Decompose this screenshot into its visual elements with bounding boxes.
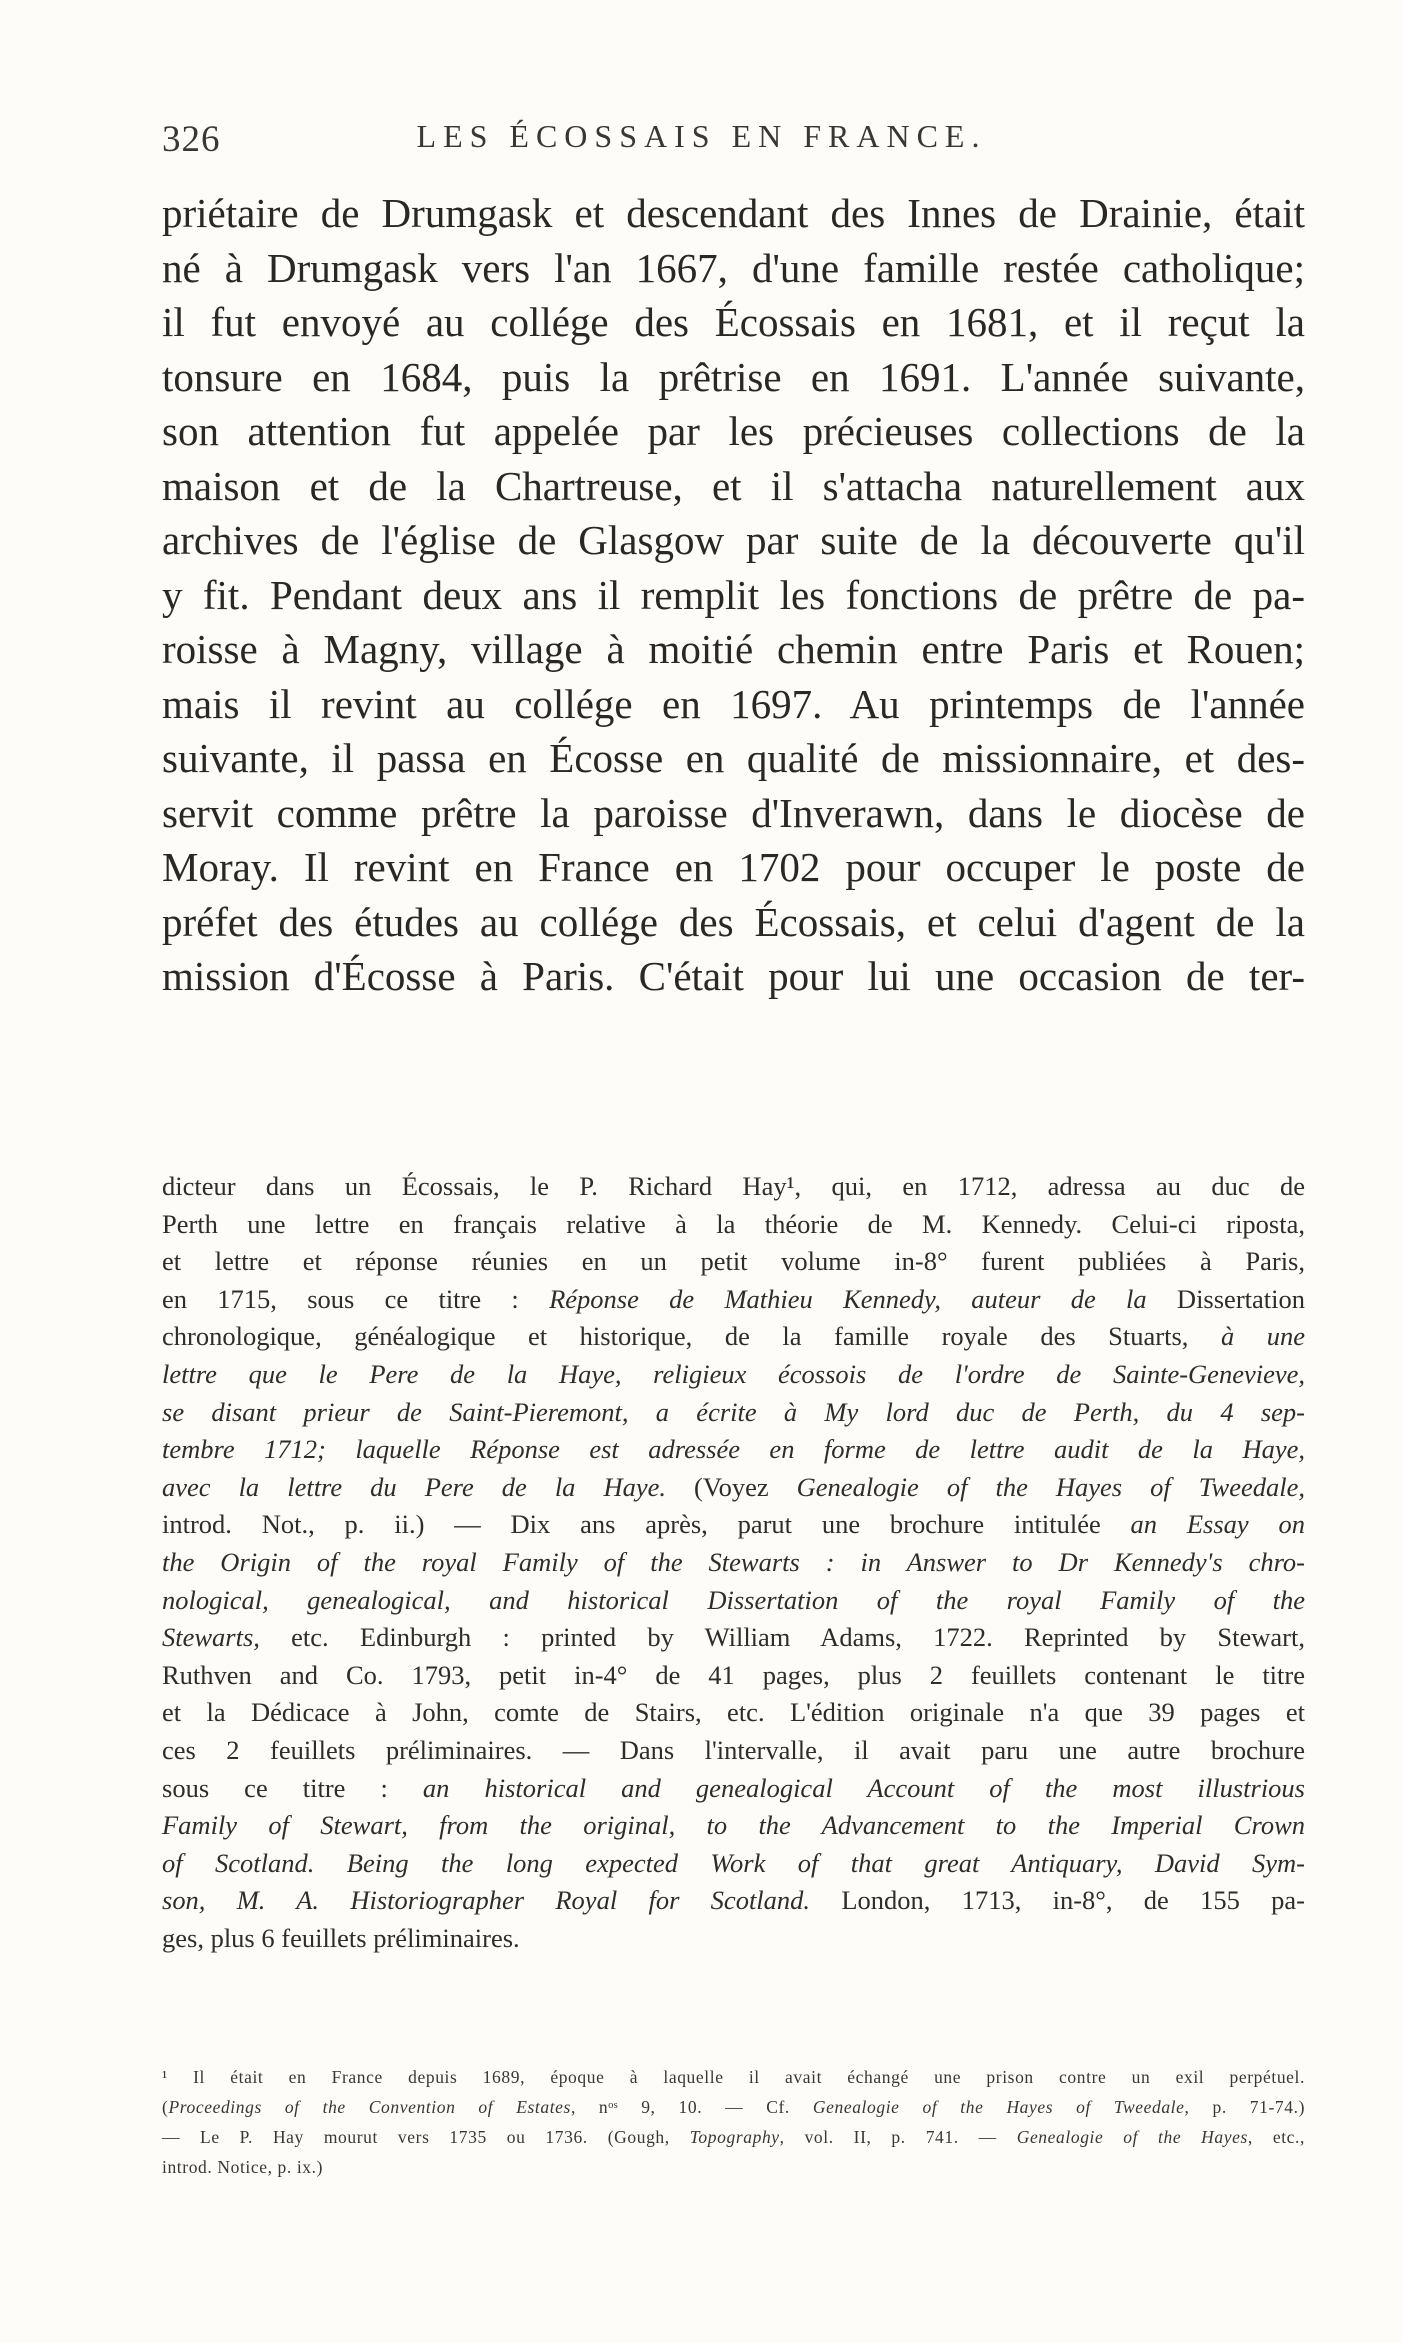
body-line: y fit. Pendant deux ans il remplit les fonctions de prêtre de pa- (162, 571, 1305, 618)
body-line: archives de l'église de Glasgow par suite de la découverte qu'il (162, 517, 1305, 563)
body-line: né à Drumgask vers l'an 1667, d'une famille restée catholique; (162, 244, 1305, 291)
footnote-line: ges, plus 6 feuillets préliminaires. (162, 1922, 520, 1953)
footnote-line: ces 2 feuillets préliminaires. — Dans l'intervalle, il avait paru une autre brochure (162, 1734, 1305, 1765)
main-text (162, 186, 1305, 1004)
footnote-line: sous ce titre : an historical and genealogical Account of the most illustrious (162, 1772, 1305, 1803)
footnote-line: Stewarts, etc. Edinburgh : printed by William Adams, 1722. Reprinted by Stewart, (162, 1622, 1305, 1653)
footnote-continuation (162, 1168, 1305, 1957)
footnote-line: Ruthven and Co. 1793, petit in-4° de 41 pages, plus 2 feuillets contenant le titre (162, 1659, 1305, 1690)
body-line: tonsure en 1684, puis la prêtrise en 1691. L'année suivante, (162, 353, 1305, 400)
footnote-line: dicteur dans un Écossais, le P. Richard Hay¹, qui, en 1712, adressa au duc de (162, 1171, 1305, 1201)
body-line: priétaire de Drumgask et descendant des Innes de Drainie, était (162, 190, 1305, 236)
footnote-line: the Origin of the royal Family of the Stewarts : in Answer to Dr Kennedy's chro- (162, 1546, 1305, 1577)
footnote-line: introd. Not., p. ii.) — Dix ans après, parut une brochure intitulée an Essay on (162, 1509, 1305, 1540)
page-number: 326 (162, 119, 221, 160)
footnote-line: en 1715, sous ce titre : Réponse de Mathieu Kennedy, auteur de la Dissertation (162, 1283, 1305, 1314)
footnote-1 (162, 2062, 1305, 2182)
footnote-line: nological, genealogical, and historical Dissertation of the royal Family of the (162, 1584, 1305, 1615)
footnote-line: et la Dédicace à John, comte de Stairs, etc. L'édition originale n'a que 39 pages et (162, 1697, 1305, 1728)
body-line: son attention fut appelée par les précieuses collections de la (162, 408, 1305, 454)
body-line: il fut envoyé au collége des Écossais en 1681, et il reçut la (162, 299, 1305, 345)
body-line: maison et de la Chartreuse, et il s'attacha naturellement aux (162, 462, 1305, 509)
body-line: mission d'Écosse à Paris. C'était pour lui une occasion de ter- (162, 953, 1305, 999)
body-line: roisse à Magny, village à moitié chemin entre Paris et Rouen; (162, 626, 1305, 672)
footnote-line: et lettre et réponse réunies en un petit volume in-8° furent publiées à Paris, (162, 1246, 1305, 1277)
body-line: servit comme prêtre la paroisse d'Inverawn, dans le diocèse de (162, 789, 1305, 836)
footnote-line: (Proceedings of the Convention of Estates, nᵒˢ 9, 10. — Cf. Genealogie of the Hayes of Tweedale, p. 71-74.) (162, 2097, 1305, 2117)
footnote-line: chronologique, généalogique et historique, de la famille royale des Stuarts, à une (162, 1321, 1305, 1352)
body-line: préfet des études au collége des Écossais, et celui d'agent de la (162, 898, 1305, 945)
footnote-line: se disant prieur de Saint-Pieremont, a écrite à My lord duc de Perth, du 4 sep- (162, 1396, 1305, 1427)
footnote-line: tembre 1712; laquelle Réponse est adressée en forme de lettre audit de la Haye, (162, 1434, 1305, 1465)
footnote-line: — Le P. Hay mourut vers 1735 ou 1736. (Gough, Topography, vol. II, p. 741. — Genealogie of the Hayes, etc., (162, 2127, 1305, 2147)
footnote-line: Perth une lettre en français relative à la théorie de M. Kennedy. Celui-ci riposta, (162, 1208, 1305, 1239)
footnote-line: son, M. A. Historiographer Royal for Scotland. London, 1713, in-8°, de 155 pa- (162, 1885, 1305, 1916)
footnote-line: avec la lettre du Pere de la Haye. (Voyez Genealogie of the Hayes of Tweedale, (162, 1471, 1305, 1502)
footnote-line: ¹ Il était en France depuis 1689, époque à laquelle il avait échangé une prison contre un exil perpétuel. (162, 2067, 1305, 2087)
body-line: mais il revint au collége en 1697. Au printemps de l'année (162, 680, 1305, 727)
footnote-line: Family of Stewart, from the original, to the Advancement to the Imperial Crown (162, 1810, 1305, 1841)
footnote-line: lettre que le Pere de la Haye, religieux écossois de l'ordre de Sainte-Genevieve, (162, 1358, 1305, 1389)
footnote-line: of Scotland. Being the long expected Work of that great Antiquary, David Sym- (162, 1847, 1305, 1878)
running-head: LES ÉCOSSAIS EN FRANCE. (416, 118, 987, 154)
body-line: Moray. Il revint en France en 1702 pour occuper le poste de (162, 844, 1305, 890)
body-line: suivante, il passa en Écosse en qualité de missionnaire, et des- (162, 735, 1305, 781)
footnote-line: introd. Notice, p. ix.) (162, 2157, 324, 2177)
